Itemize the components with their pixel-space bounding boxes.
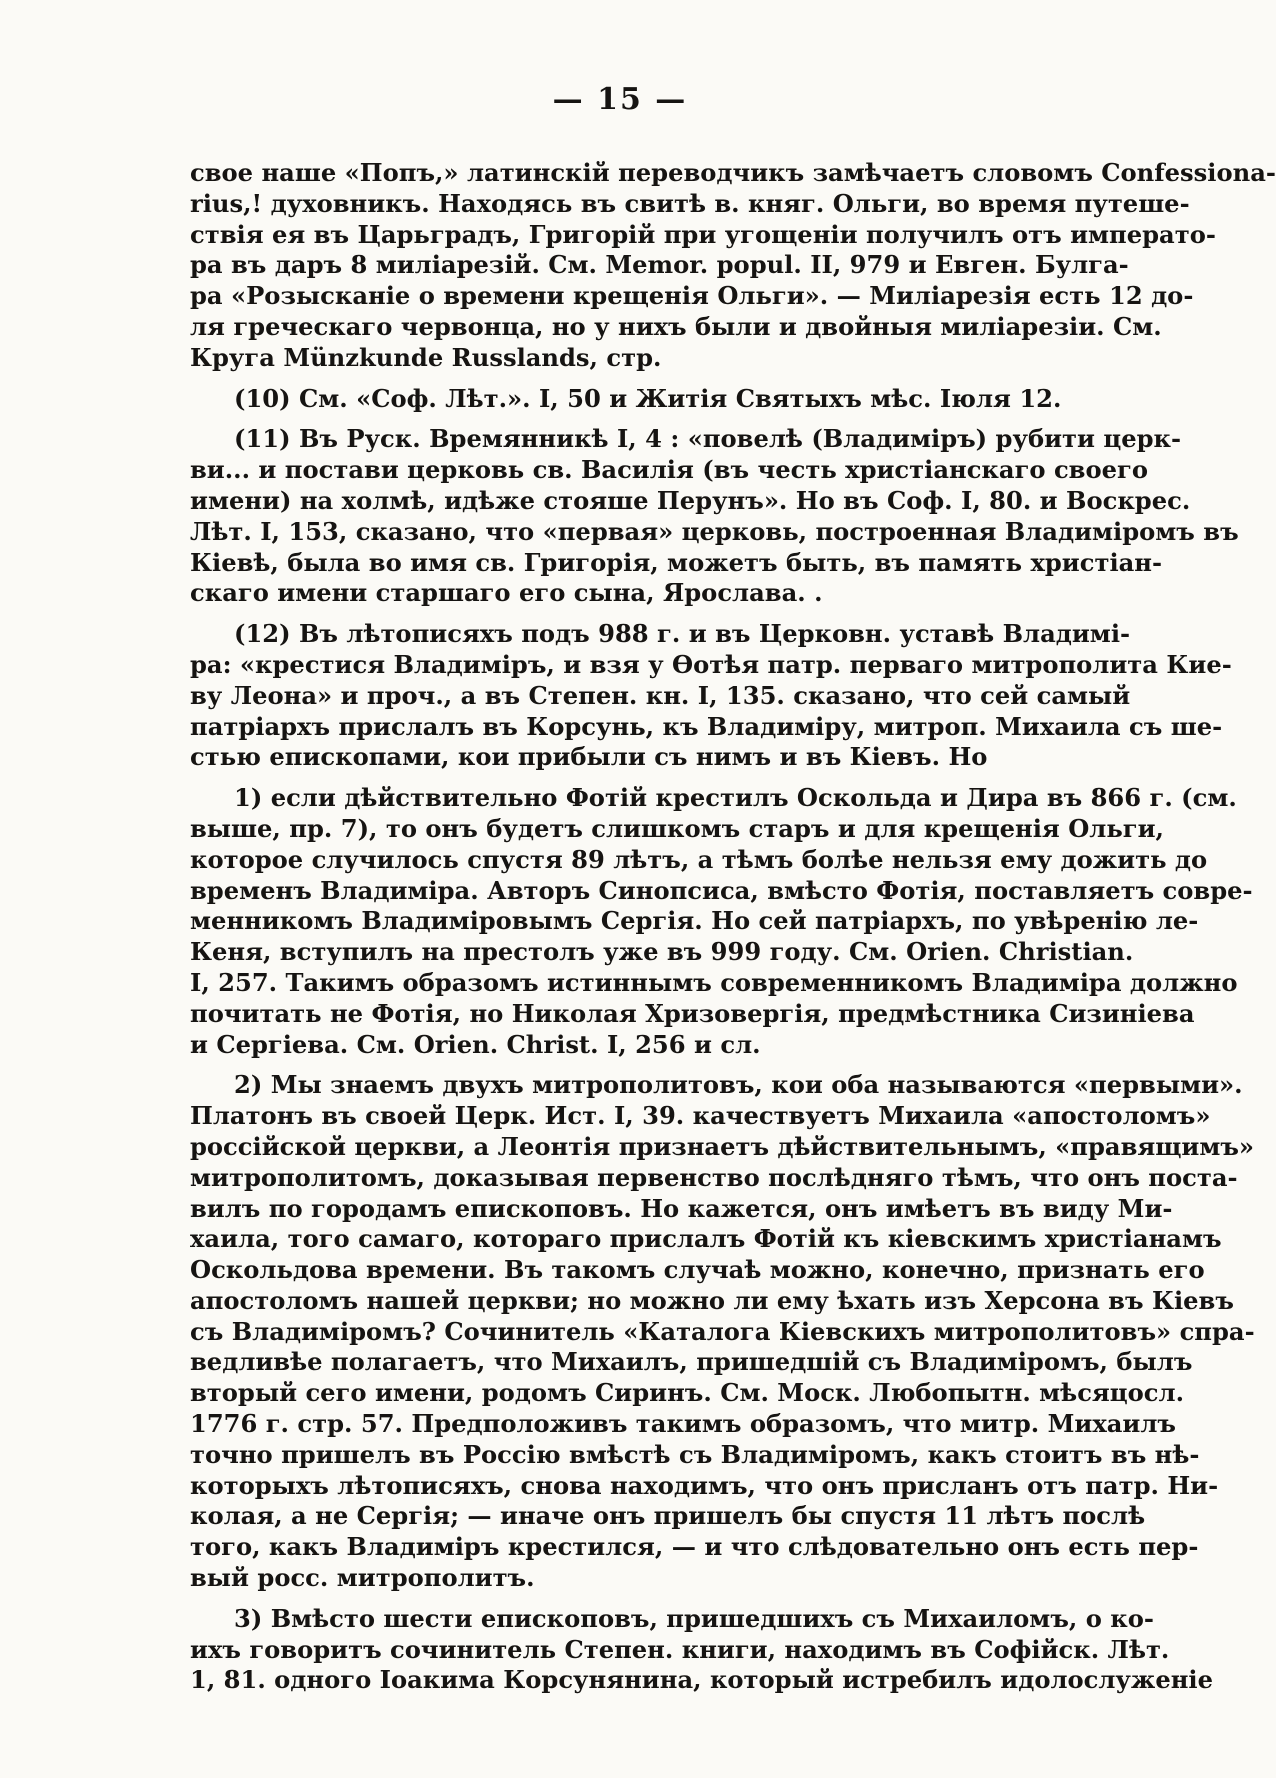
text-line: того, какъ Владиміръ крестился, — и что слѣдовательно онъ есть пер- [190, 1532, 1199, 1562]
text-line: митрополитомъ, доказывая первенство послѣдняго тѣмъ, что онъ поста- [190, 1162, 1238, 1192]
text-line: временъ Владиміра. Авторъ Синопсиса, вмѣсто Фотія, поставляетъ совре- [190, 875, 1253, 905]
text-line: апостоломъ нашей церкви; но можно ли ему ѣхать изъ Херсона въ Кіевъ [190, 1285, 1234, 1315]
text-line: вый росс. митрополитъ. [190, 1563, 535, 1593]
text-line: хаила, того самаго, котораго прислалъ Фотій къ кіевскимъ христіанамъ [190, 1224, 1222, 1254]
paragraph-gap [190, 1060, 1050, 1070]
page-number: — 15 — [552, 82, 688, 117]
paragraph [190, 1070, 1255, 1594]
text-line: которыхъ лѣтописяхъ, снова находимъ, что онъ присланъ отъ патр. Ни- [190, 1470, 1219, 1500]
text-line: (11) Въ Руск. Времянникѣ I, 4 : «повелѣ (Владиміръ) рубити церк- [234, 424, 1182, 454]
text-line: Кіевѣ, была во имя св. Григорія, можетъ быть, въ память христіан- [190, 547, 1163, 577]
text-line: ви... и постави церковь св. Василія (въ честь христіанскаго своего [190, 455, 1148, 485]
text-line: (12) Въ лѣтописяхъ подъ 988 г. и въ Церковн. уставѣ Владимі- [234, 619, 1131, 649]
text-line: (10) См. «Соф. Лѣт.». I, 50 и Житія Святыхъ мѣс. Іюля 12. [234, 383, 1062, 413]
text-line: Лѣт. I, 153, сказано, что «первая» церковь, построенная Владиміромъ въ [190, 516, 1239, 546]
text-line: ву Леона» и проч., а въ Степен. кн. I, 135. сказано, что сей самый [190, 680, 1131, 710]
text-line: I, 257. Такимъ образомъ истиннымъ современникомъ Владиміра должно [190, 967, 1238, 997]
text-line: 1) если дѣйствительно Фотій крестилъ Оскольда и Дира въ 866 г. (см. [234, 783, 1237, 813]
text-line: 2) Мы знаемъ двухъ митрополитовъ, кои оба называются «первыми». [234, 1070, 1243, 1100]
text-line: ля греческаго червонца, но у нихъ были и двойныя миліарезіи. См. [190, 311, 1162, 341]
text-line: ствія ея въ Царьградъ, Григорій при угощеніи получилъ отъ императо- [190, 219, 1216, 249]
text-line: вилъ по городамъ епископовъ. Но кажется, онъ имѣетъ въ виду Ми- [190, 1193, 1173, 1223]
text-line: ра въ даръ 8 миліарезій. См. Memor. popul. II, 979 и Евген. Булга- [190, 250, 1129, 280]
text-line: ихъ говоритъ сочинитель Степен. книги, находимъ въ Софійск. Лѣт. [190, 1634, 1170, 1664]
text-line: Кеня, вступилъ на престолъ уже въ 999 году. См. Orien. Christian. [190, 937, 1134, 967]
text-line: вторый сего имени, родомъ Сиринъ. См. Моск. Любопытн. мѣсяцосл. [190, 1378, 1184, 1408]
text-line: Круга Münzkunde Russlands, стр. [190, 342, 662, 372]
text-line: ра: «крестися Владиміръ, и взя у Ѳотѣя патр. перваго митрополита Кие- [190, 649, 1232, 679]
text-line: Оскольдова времени. Въ такомъ случаѣ можно, конечно, признать его [190, 1255, 1205, 1285]
text-line: ведливѣе полагаетъ, что Михаилъ, пришедшій съ Владиміромъ, былъ [190, 1347, 1193, 1377]
text-line: почитать не Фотія, но Николая Хризовергія, предмѣстника Сизиніева [190, 998, 1195, 1028]
paragraph-gap [190, 414, 1050, 424]
text-line: 1776 г. стр. 57. Предположивъ такимъ образомъ, что митр. Михаилъ [190, 1409, 1176, 1439]
book-page [190, 80, 1276, 1720]
text-line: Платонъ въ своей Церк. Ист. I, 39. качествуетъ Михаила «апостоломъ» [190, 1101, 1211, 1131]
text-line: скаго имени старшаго его сына, Ярослава. . [190, 578, 823, 608]
text-line: и Сергіева. См. Orien. Christ. I, 256 и сл. [190, 1029, 761, 1059]
text-line: имени) на холмѣ, идѣже стояше Перунъ». Но въ Соф. I, 80. и Воскрес. [190, 485, 1191, 515]
text-line: выше, пр. 7), то онъ будетъ слишкомъ старъ и для крещенія Ольги, [190, 813, 1164, 843]
text-line: россійской церкви, а Леонтія признаетъ дѣйствительнымъ, «правящимъ» [190, 1131, 1255, 1161]
text-line: 1, 81. одного Іоакима Корсунянина, который истребилъ идолослуженіе [190, 1665, 1213, 1695]
paragraph [190, 619, 1232, 773]
paragraph [190, 158, 1276, 374]
paragraph-gap [190, 374, 1050, 384]
text-line: стью епископами, кои прибыли съ нимъ и въ Кіевъ. Но [190, 742, 988, 772]
text-line: съ Владиміромъ? Сочинитель «Каталога Кіевскихъ митрополитовъ» спра- [190, 1316, 1255, 1346]
text-line: патріархъ прислалъ въ Корсунь, къ Владиміру, митроп. Михаила съ ше- [190, 711, 1223, 741]
paragraph [190, 783, 1253, 1060]
text-line: свое наше «Попъ,» латинскій переводчикъ замѣчаетъ словомъ Confessiona- [190, 158, 1276, 187]
paragraph-gap [190, 1594, 1050, 1604]
text-line: rius,! духовникъ. Находясь въ свитѣ в. княг. Ольги, во время путеше- [190, 188, 1190, 218]
paragraph [190, 1603, 1213, 1696]
text-line: менникомъ Владиміровымъ Сергія. Но сей патріархъ, по увѣренію ле- [190, 906, 1199, 936]
paragraph [190, 424, 1239, 609]
paragraph-gap [190, 609, 1050, 619]
paragraph-gap [190, 773, 1050, 783]
text-line: 3) Вмѣсто шести епископовъ, пришедшихъ съ Михаиломъ, о ко- [234, 1603, 1154, 1633]
body-text [190, 158, 1276, 1696]
text-line: ра «Розысканіе о времени крещенія Ольги». — Миліарезія есть 12 до- [190, 281, 1194, 311]
text-line: которое случилось спустя 89 лѣтъ, а тѣмъ болѣе нельзя ему дожить до [190, 844, 1208, 874]
paragraph [190, 383, 1062, 415]
text-line: колая, а не Сергія; — иначе онъ пришелъ бы спустя 11 лѣтъ послѣ [190, 1501, 1146, 1531]
text-line: точно пришелъ въ Россію вмѣстѣ съ Владиміромъ, какъ стоитъ въ нѣ- [190, 1439, 1200, 1469]
